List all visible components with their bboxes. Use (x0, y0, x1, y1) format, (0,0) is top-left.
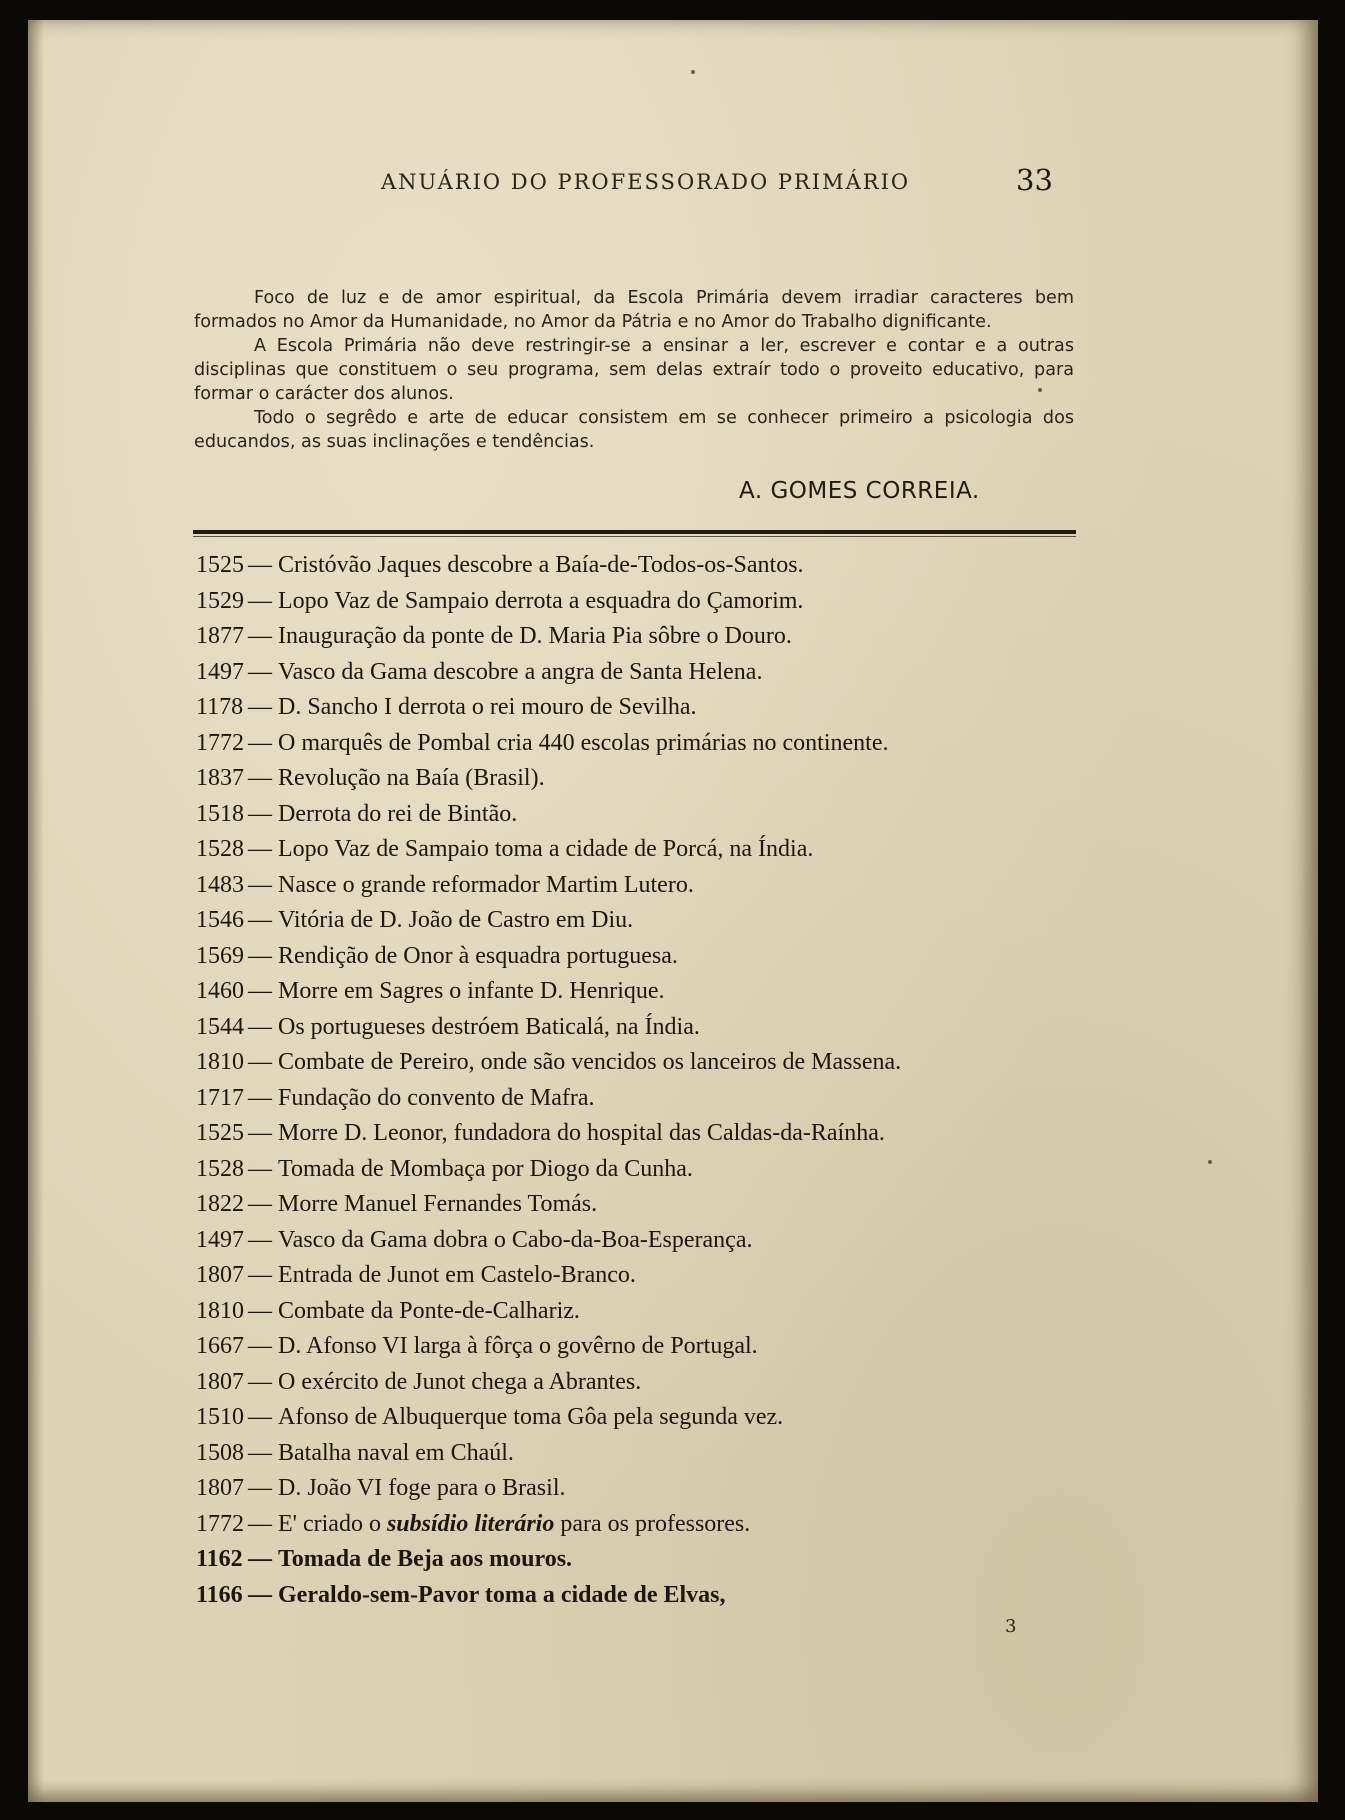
event-year: 1166 (196, 1581, 243, 1608)
event-dash: — (248, 1120, 272, 1146)
event-row (196, 1223, 1096, 1259)
event-row (196, 797, 1096, 833)
event-text: Cristóvão Jaques descobre a Baía-de-Todos-os-Santos. (278, 552, 804, 578)
event-dash: — (248, 1297, 272, 1324)
event-text: Derrota do rei de Bintão. (278, 800, 518, 827)
event-text-italic: subsídio literário (386, 1510, 555, 1537)
event-dash: — (248, 765, 272, 791)
event-year: 1546 (196, 907, 244, 933)
event-row (196, 1258, 1096, 1294)
event-text: O exército de Junot chega a Abrantes. (278, 1368, 642, 1395)
event-text: Tomada de Beja aos mouros. (278, 1546, 573, 1572)
epigraph-paragraph: A Escola Primária não deve restringir-se a ensinar a ler, escrever e contar e a outras disciplinas que constituem o seu programa, sem delas extraír todo o proveito educativo, para formar o carácter dos alunos. (194, 336, 1074, 404)
event-text: Revolução na Baía (Brasil). (278, 765, 545, 791)
event-dash: — (248, 871, 272, 898)
event-row (196, 584, 1096, 620)
event-year: 1772 (196, 729, 244, 756)
event-text: D. Sancho I derrota o rei mouro de Sevilha. (278, 694, 697, 720)
event-text: Morre Manuel Fernandes Tomás. (278, 1191, 598, 1217)
event-row (196, 1010, 1096, 1046)
paper-speck (691, 70, 695, 74)
event-dash: — (248, 1439, 272, 1466)
section-divider (193, 530, 1076, 534)
event-year: 1178 (196, 694, 244, 720)
event-text: Os portugueses destróem Baticalá, na Índia. (278, 1013, 700, 1040)
event-row (196, 761, 1096, 797)
event-row (196, 690, 1096, 726)
event-row (196, 548, 1096, 584)
event-year: 1497 (196, 658, 244, 685)
event-year: 1544 (196, 1013, 244, 1040)
event-text: Vasco da Gama descobre a angra de Santa Helena. (278, 658, 763, 685)
event-row (196, 1081, 1096, 1117)
event-dash: — (248, 800, 272, 827)
event-year: 1837 (196, 765, 244, 791)
event-dash: — (248, 978, 272, 1004)
event-dash: — (248, 1368, 272, 1395)
event-year: 1877 (196, 623, 244, 649)
event-row (196, 832, 1096, 868)
event-dash: — (248, 694, 272, 720)
event-row (196, 1400, 1096, 1436)
epigraph-paragraph: Todo o segrêdo e arte de educar consistem em se conhecer primeiro a psicologia dos educandos, as suas inclinações e tendências. (194, 408, 1074, 452)
event-dash: — (248, 836, 272, 862)
event-year: 1807 (196, 1475, 244, 1501)
event-text: Combate de Pereiro, onde são vencidos os lanceiros de Massena. (278, 1049, 902, 1075)
events-list (196, 548, 1096, 1613)
event-text: Morre D. Leonor, fundadora do hospital das Caldas-da-Raínha. (278, 1120, 885, 1146)
event-year: 1810 (196, 1049, 244, 1075)
event-row (196, 1294, 1096, 1330)
event-text: Lopo Vaz de Sampaio toma a cidade de Porcá, na Índia. (278, 836, 814, 862)
event-text: Afonso de Albuquerque toma Gôa pela segunda vez. (278, 1404, 784, 1430)
event-year: 1807 (196, 1368, 244, 1395)
event-year: 1508 (196, 1439, 244, 1466)
event-row (196, 726, 1096, 762)
event-year: 1807 (196, 1262, 244, 1288)
event-year: 1810 (196, 1297, 244, 1324)
event-row (196, 1329, 1096, 1365)
event-row (196, 1542, 1096, 1578)
event-year: 1525 (196, 552, 244, 578)
event-year: 1528 (196, 836, 244, 862)
event-dash: — (248, 1333, 272, 1359)
event-dash: — (248, 1226, 272, 1253)
event-year: 1162 (196, 1546, 243, 1572)
event-year: 1569 (196, 942, 244, 969)
paper-speck (1038, 388, 1042, 392)
event-row (196, 1507, 1096, 1543)
event-year: 1528 (196, 1155, 244, 1182)
event-text: Inauguração da ponte de D. Maria Pia sôbre o Douro. (278, 623, 792, 649)
event-text: Morre em Sagres o infante D. Henrique. (278, 978, 665, 1004)
event-year: 1460 (196, 978, 244, 1004)
event-text: E' criado o (278, 1510, 387, 1537)
event-year: 1483 (196, 871, 244, 898)
event-dash: — (248, 1049, 272, 1075)
event-dash: — (248, 729, 272, 756)
event-dash: — (248, 623, 272, 649)
event-year: 1525 (196, 1120, 244, 1146)
event-text: Batalha naval em Chaúl. (278, 1439, 514, 1466)
event-text: para os professores. (554, 1510, 751, 1537)
event-dash: — (248, 1546, 272, 1572)
page-number: 33 (1016, 163, 1053, 197)
event-dash: — (248, 587, 272, 614)
event-year: 1717 (196, 1084, 244, 1111)
event-row (196, 1045, 1096, 1081)
event-text: O marquês de Pombal cria 440 escolas primárias no continente. (278, 729, 889, 756)
event-row (196, 903, 1096, 939)
event-dash: — (248, 1581, 272, 1608)
signature-mark: 3 (1005, 1616, 1017, 1637)
event-year: 1667 (196, 1333, 244, 1359)
event-dash: — (248, 658, 272, 685)
event-year: 1822 (196, 1191, 244, 1217)
event-year: 1497 (196, 1226, 244, 1253)
event-row (196, 1152, 1096, 1188)
event-row (196, 868, 1096, 904)
section-divider-thin (193, 536, 1076, 537)
event-text: Rendição de Onor à esquadra portuguesa. (278, 942, 678, 969)
event-dash: — (248, 1475, 272, 1501)
event-text: Fundação do convento de Mafra. (278, 1084, 595, 1111)
event-text: Geraldo-sem-Pavor toma a cidade de Elvas, (278, 1581, 726, 1608)
event-dash: — (248, 1510, 272, 1537)
epigraph-author: A. GOMES CORREIA. (739, 478, 980, 504)
event-dash: — (248, 552, 272, 578)
event-dash: — (248, 942, 272, 969)
event-dash: — (248, 1155, 272, 1182)
paper-speck (1208, 1160, 1212, 1164)
event-text: Lopo Vaz de Sampaio derrota a esquadra do Çamorim. (278, 587, 804, 614)
epigraph (194, 286, 1074, 454)
epigraph-paragraph: Foco de luz e de amor espiritual, da Escola Primária devem irradiar caracteres bem formados no Amor da Humanidade, no Amor da Pátria e no Amor do Trabalho dignificante. (194, 288, 1074, 332)
event-dash: — (248, 1013, 272, 1040)
event-dash: — (248, 1404, 272, 1430)
event-text: Vasco da Gama dobra o Cabo-da-Boa-Esperança. (278, 1226, 753, 1253)
event-year: 1510 (196, 1404, 244, 1430)
event-row (196, 939, 1096, 975)
event-row (196, 655, 1096, 691)
event-dash: — (248, 907, 272, 933)
event-text: D. João VI foge para o Brasil. (278, 1475, 566, 1501)
event-row (196, 974, 1096, 1010)
event-year: 1772 (196, 1510, 244, 1537)
event-row (196, 1187, 1096, 1223)
event-text: D. Afonso VI larga à fôrça o govêrno de Portugal. (278, 1333, 758, 1359)
event-dash: — (248, 1191, 272, 1217)
event-dash: — (248, 1262, 272, 1288)
running-title: ANUÁRIO DO PROFESSORADO PRIMÁRIO (381, 170, 911, 194)
event-row (196, 1471, 1096, 1507)
event-year: 1529 (196, 587, 244, 614)
event-row (196, 1578, 1096, 1614)
event-text: Tomada de Mombaça por Diogo da Cunha. (278, 1155, 693, 1182)
event-row (196, 1436, 1096, 1472)
event-dash: — (248, 1084, 272, 1111)
document-page (28, 20, 1318, 1802)
event-text: Entrada de Junot em Castelo-Branco. (278, 1262, 636, 1288)
event-text: Nasce o grande reformador Martim Lutero. (278, 871, 694, 898)
event-row (196, 1116, 1096, 1152)
event-year: 1518 (196, 800, 244, 827)
event-row (196, 619, 1096, 655)
event-row (196, 1365, 1096, 1401)
page-edge-shadow (28, 20, 44, 1802)
event-text: Combate da Ponte-de-Calhariz. (278, 1297, 580, 1324)
event-text: Vitória de D. João de Castro em Diu. (278, 907, 634, 933)
